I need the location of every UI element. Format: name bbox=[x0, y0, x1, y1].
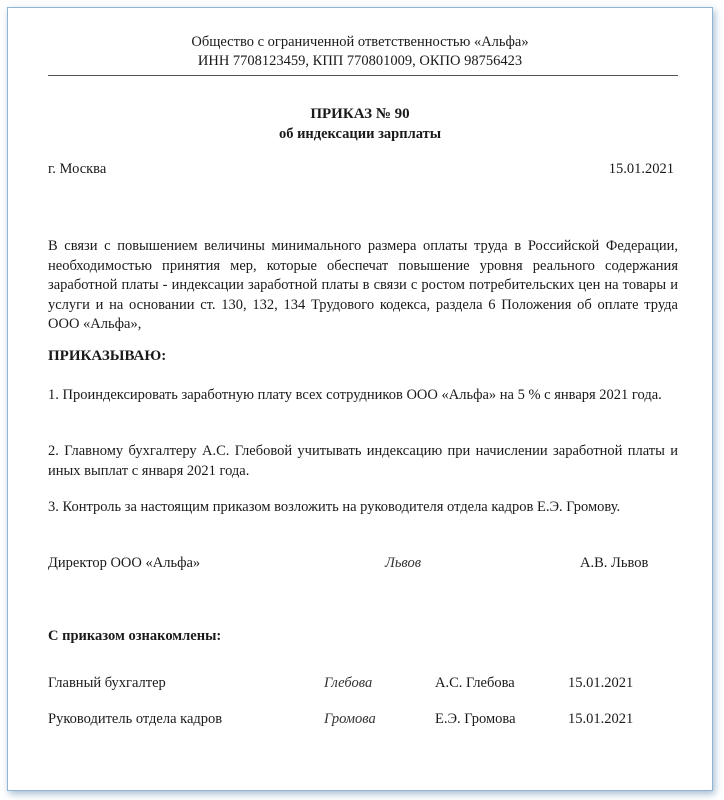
city: г. Москва bbox=[48, 161, 107, 177]
order-document bbox=[8, 8, 712, 790]
director-name: А.В. Львов bbox=[580, 555, 649, 571]
row-name: Е.Э. Громова bbox=[435, 711, 516, 727]
header-divider bbox=[48, 75, 678, 76]
order-item-3: 3. Контроль за настоящим приказом возложить на руководителя отдела кадров Е.Э. Громову. bbox=[48, 499, 621, 515]
order-date: 15.01.2021 bbox=[608, 161, 674, 177]
row-date: 15.01.2021 bbox=[568, 675, 634, 691]
row-signature: Глебова bbox=[324, 675, 373, 691]
acquainted-heading: С приказом ознакомлены: bbox=[48, 628, 222, 644]
preamble: В связи с повышением величины минимального размера оплаты труда в Российской Федерации, необходимостью принятия мер, которые обеспечат повышение уровня реального содержания заработной платы - индексации заработной платы в связи с ростом потребительских цен на товары и услуги и на основании ст. 130, 132, 134 Трудового кодекса, раздела 6 Положения об оплате труда ООО «Альфа», bbox=[48, 238, 678, 332]
row-position: Главный бухгалтер bbox=[48, 675, 166, 691]
document-frame bbox=[7, 7, 713, 791]
order-title: ПРИКАЗ № 90 bbox=[310, 106, 410, 122]
director-position: Директор ООО «Альфа» bbox=[48, 555, 201, 571]
org-codes: ИНН 7708123459, КПП 770801009, ОКПО 98756423 bbox=[197, 53, 523, 69]
order-subject: об индексации зарплаты bbox=[278, 126, 442, 142]
order-item-1: 1. Проиндексировать заработную плату всех сотрудников ООО «Альфа» на 5 % с января 2021 года. bbox=[48, 387, 662, 403]
row-position: Руководитель отдела кадров bbox=[48, 711, 223, 727]
order-item-2: 2. Главному бухгалтеру А.С. Глебовой учитывать индексацию при начислении заработной платы и иных выплат с января 2021 года. bbox=[48, 443, 678, 479]
org-name: Общество с ограниченной ответственностью «Альфа» bbox=[191, 34, 529, 50]
row-date: 15.01.2021 bbox=[568, 711, 634, 727]
order-word: ПРИКАЗЫВАЮ: bbox=[48, 348, 167, 364]
row-name: А.С. Глебова bbox=[435, 675, 515, 691]
row-signature: Громова bbox=[324, 711, 376, 727]
director-signature: Львов bbox=[385, 555, 422, 571]
